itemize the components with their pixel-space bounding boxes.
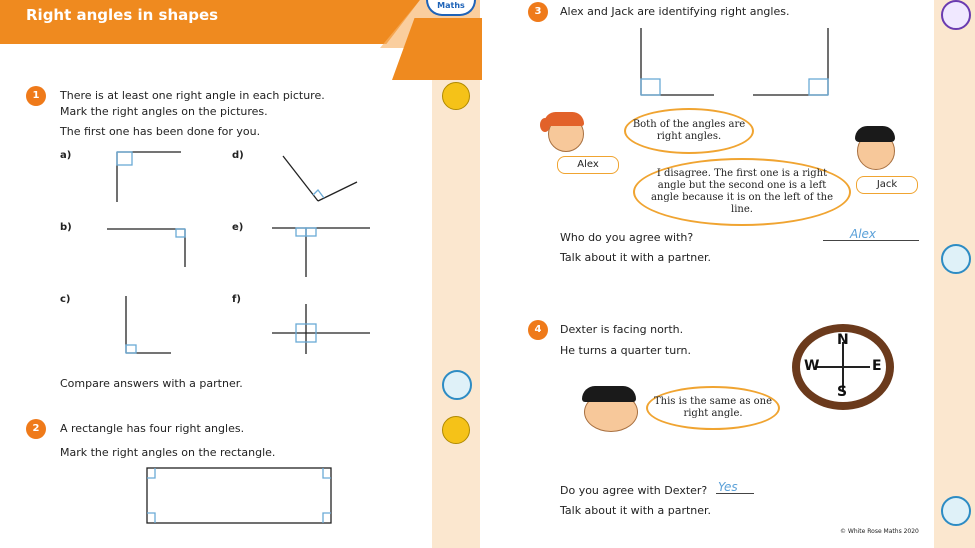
rectangle-q2 bbox=[147, 468, 331, 523]
q3-question: Who do you agree with? bbox=[560, 231, 694, 244]
q4-answer[interactable]: Yes bbox=[718, 480, 738, 494]
q4-talk: Talk about it with a partner. bbox=[560, 504, 712, 517]
maths-tab[interactable]: Maths bbox=[426, 0, 476, 16]
compass-south: S bbox=[837, 384, 848, 400]
dexter-character bbox=[580, 386, 638, 432]
compass-east: E bbox=[872, 358, 882, 374]
page-title: Right angles in shapes bbox=[26, 6, 219, 24]
q1-line-3: The first one has been done for you. bbox=[60, 125, 261, 138]
q1-compare: Compare answers with a partner. bbox=[60, 377, 243, 390]
speech-bubble-icon[interactable] bbox=[941, 244, 971, 274]
question-number-3: 3 bbox=[528, 2, 548, 22]
label-f: f) bbox=[232, 294, 241, 305]
q4-line-2: He turns a quarter turn. bbox=[560, 344, 691, 357]
q3-talk: Talk about it with a partner. bbox=[560, 251, 712, 264]
label-a: a) bbox=[60, 150, 72, 161]
q4-question: Do you agree with Dexter? bbox=[560, 484, 708, 497]
label-d: d) bbox=[232, 150, 244, 161]
angle-a bbox=[117, 152, 181, 202]
angle-b bbox=[107, 229, 185, 267]
speech-bubble-icon[interactable] bbox=[941, 496, 971, 526]
jack-name-label: Jack bbox=[856, 176, 918, 194]
alex-speech-bubble: Both of the angles are right angles. bbox=[624, 108, 754, 154]
angle-f bbox=[272, 304, 370, 354]
question-number-1: 1 bbox=[26, 86, 46, 106]
q4-line-1: Dexter is facing north. bbox=[560, 323, 684, 336]
compass bbox=[792, 324, 894, 410]
jack-character bbox=[853, 126, 897, 170]
q3-text: Alex and Jack are identifying right angles. bbox=[560, 5, 790, 18]
q1-line-1: There is at least one right angle in each picture. bbox=[60, 89, 325, 102]
pencil-icon[interactable] bbox=[442, 416, 470, 444]
angle-d bbox=[283, 156, 357, 201]
angle-c bbox=[126, 296, 171, 353]
angle-e bbox=[272, 228, 370, 277]
q3-angles bbox=[630, 24, 840, 100]
question-number-4: 4 bbox=[528, 320, 548, 340]
label-b: b) bbox=[60, 222, 72, 233]
compass-north: N bbox=[837, 332, 849, 348]
q2-line-2: Mark the right angles on the rectangle. bbox=[60, 446, 276, 459]
q2-line-1: A rectangle has four right angles. bbox=[60, 422, 245, 435]
speech-bubble-icon[interactable] bbox=[442, 370, 472, 400]
footer-copyright: © White Rose Maths 2020 bbox=[840, 528, 919, 535]
alex-name-label: Alex bbox=[557, 156, 619, 174]
dexter-speech-bubble: This is the same as one right angle. bbox=[646, 386, 780, 430]
label-e: e) bbox=[232, 222, 244, 233]
right-side-strip bbox=[934, 0, 975, 548]
q1-line-2: Mark the right angles on the pictures. bbox=[60, 105, 268, 118]
question-number-2: 2 bbox=[26, 419, 46, 439]
q1-angle-drawings[interactable] bbox=[0, 0, 480, 548]
thinking-cloud-icon[interactable] bbox=[941, 0, 971, 30]
q3-answer[interactable]: Alex bbox=[850, 227, 877, 241]
compass-west: W bbox=[804, 358, 820, 374]
jack-speech-bubble: I disagree. The first one is a right angle but the second one is a left angle because it is on the left of the line. bbox=[633, 158, 851, 226]
pencil-icon[interactable] bbox=[442, 82, 470, 110]
alex-character bbox=[540, 112, 584, 152]
label-c: c) bbox=[60, 294, 71, 305]
